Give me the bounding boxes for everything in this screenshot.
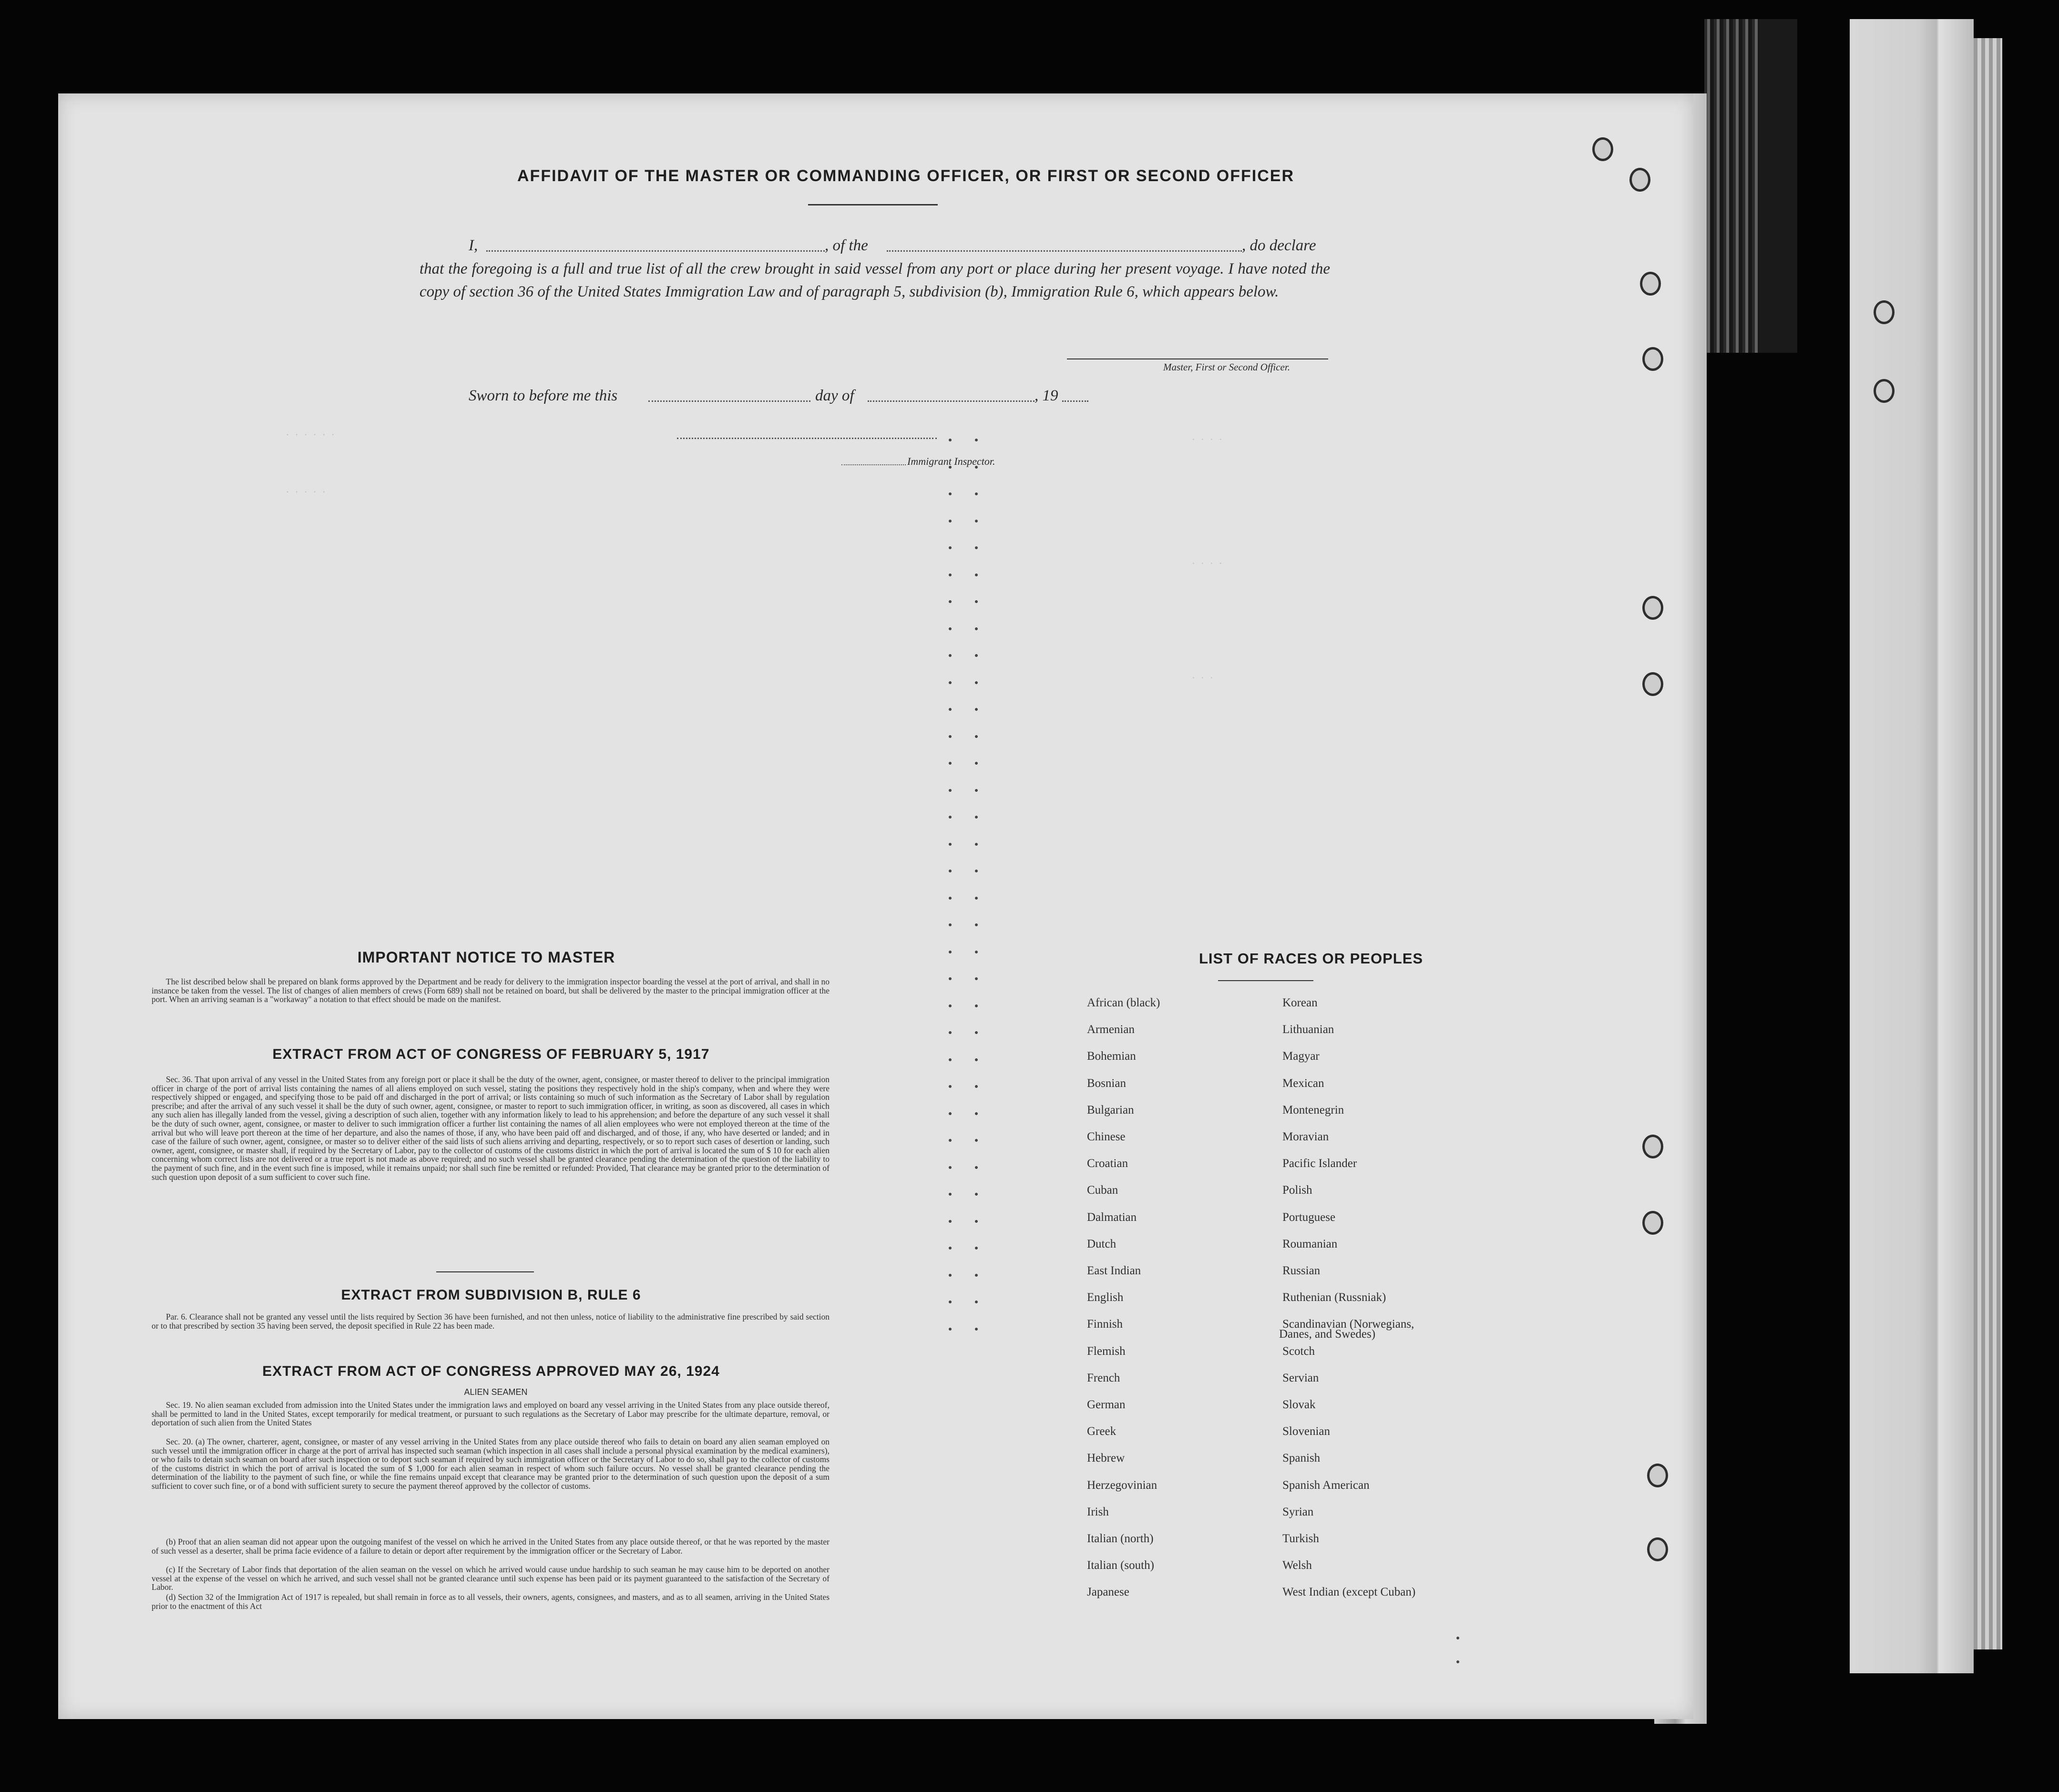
- race-item: Korean: [1282, 996, 1318, 1009]
- punch-hole-icon: [1629, 168, 1650, 192]
- race-item: Scotch: [1282, 1344, 1315, 1358]
- affidavit-i-label: I,: [469, 237, 478, 254]
- race-item: Dutch: [1087, 1237, 1117, 1250]
- punch-hole-icon: [1647, 1537, 1668, 1561]
- film-speck: [975, 1166, 978, 1169]
- film-speck: [975, 789, 978, 792]
- film-speck: [975, 1220, 978, 1223]
- act1924-subtitle: ALIEN SEAMEN: [464, 1387, 528, 1397]
- punch-hole-icon: [1874, 379, 1895, 403]
- inspector-signature-line: [677, 438, 937, 439]
- film-speck: [949, 843, 952, 846]
- film-speck: [949, 923, 952, 926]
- affidavit-of-the-label: , of the: [825, 237, 868, 254]
- film-speck: [975, 951, 978, 953]
- race-item: Polish: [1282, 1184, 1312, 1197]
- punch-hole-icon: [1592, 137, 1613, 161]
- affidavit-declare-label: , do declare: [1242, 237, 1316, 254]
- race-item: Croatian: [1087, 1157, 1128, 1170]
- race-item: Roumanian: [1282, 1237, 1338, 1250]
- film-speck: [949, 977, 952, 980]
- race-item: Herzegovinian: [1087, 1478, 1158, 1492]
- race-item: Finnish: [1087, 1318, 1123, 1331]
- punch-hole-icon: [1874, 300, 1895, 324]
- film-speck: [975, 816, 978, 819]
- film-speck: [949, 1112, 952, 1115]
- film-speck: [975, 654, 978, 657]
- race-item: Irish: [1087, 1505, 1109, 1518]
- race-item: Moravian: [1282, 1130, 1329, 1143]
- film-speck: [975, 762, 978, 765]
- race-item: Servian: [1282, 1371, 1319, 1384]
- race-item: Armenian: [1087, 1023, 1135, 1036]
- race-item: English: [1087, 1291, 1124, 1304]
- race-item: West Indian (except Cuban): [1282, 1586, 1416, 1599]
- race-item: French: [1087, 1371, 1120, 1384]
- film-speck: [949, 789, 952, 792]
- punch-hole-icon: [1642, 672, 1663, 696]
- race-item: Mexican: [1282, 1076, 1324, 1090]
- film-speck: [949, 1220, 952, 1223]
- punch-hole-icon: [1647, 1464, 1668, 1487]
- film-speck: [975, 439, 978, 441]
- race-item: Hebrew: [1087, 1452, 1125, 1465]
- film-speck: [975, 735, 978, 738]
- race-item: Pacific Islander: [1282, 1157, 1357, 1170]
- race-item: Greek: [1087, 1425, 1117, 1438]
- film-speck: [949, 654, 952, 657]
- film-speck: [975, 870, 978, 872]
- signature-line: [1067, 358, 1328, 359]
- film-speck: [949, 1328, 952, 1331]
- race-item: Flemish: [1087, 1344, 1126, 1358]
- film-speck: [949, 1058, 952, 1061]
- film-edge-dark: [1759, 19, 1797, 353]
- film-speck: [975, 681, 978, 684]
- film-speck: [975, 1139, 978, 1142]
- film-speck: [949, 816, 952, 819]
- film-edge: [1704, 19, 1762, 353]
- act1924-sec20c: (c) If the Secretary of Labor finds that deportation of the alien seaman on the vessel on which he arrived would cause undue hardship to such seaman he may cause him to be deported on another vessel at the expense of the vessel on which he arrived, and such vessel shall not be granted clearance until such expense has been paid or its payment guaranteed to the satisfaction of the Secretary of Labor.: [152, 1565, 830, 1592]
- film-speck: [975, 1328, 978, 1331]
- inspector-label: Immigrant Inspector.: [907, 455, 995, 467]
- race-item: Russian: [1282, 1264, 1321, 1277]
- film-speck: [975, 1004, 978, 1007]
- race-item: East Indian: [1087, 1264, 1141, 1277]
- film-speck: [975, 600, 978, 603]
- rule6-text: Par. 6. Clearance shall not be granted any vessel until the lists required by Section 36 have been furnished, and not then unless, notice of liability to the administrative fine prescribed by said section or to that prescribed by section 35 having been served, the deposit specified in Rule 22 has been made.: [152, 1312, 830, 1331]
- film-speck: [949, 492, 952, 495]
- film-speck: [949, 1166, 952, 1169]
- punch-hole-icon: [1642, 1135, 1663, 1158]
- film-speck: [975, 1031, 978, 1034]
- race-item: Ruthenian (Russniak): [1282, 1291, 1386, 1304]
- sworn-day-of-label: day of: [815, 387, 854, 404]
- race-item: Magyar: [1282, 1050, 1320, 1063]
- act1924-title: EXTRACT FROM ACT OF CONGRESS APPROVED MAY 26, 1924: [262, 1363, 720, 1379]
- race-item: Lithuanian: [1282, 1023, 1334, 1036]
- punch-hole-icon: [1642, 1211, 1663, 1235]
- film-speck: [949, 1085, 952, 1088]
- race-item: African (black): [1087, 996, 1160, 1009]
- punch-hole-icon: [1642, 347, 1663, 371]
- film-speck: [975, 923, 978, 926]
- race-item: Italian (south): [1087, 1559, 1154, 1572]
- film-speck: [949, 870, 952, 872]
- race-item: Scandinavian (Norwegians,: [1282, 1318, 1414, 1331]
- film-speck: [975, 573, 978, 576]
- sworn-label: Sworn to before me this: [469, 387, 618, 404]
- race-item: Portuguese: [1282, 1210, 1336, 1224]
- film-speck: [975, 1247, 978, 1249]
- races-title: LIST OF RACES OR PEOPLES: [1199, 950, 1424, 967]
- film-speck: [949, 1274, 952, 1277]
- sworn-month-blank: [868, 400, 1035, 402]
- race-item: Slovenian: [1282, 1425, 1330, 1438]
- section-rule: [436, 1271, 534, 1272]
- race-item: Spanish American: [1282, 1478, 1370, 1492]
- film-speck: [975, 897, 978, 900]
- film-speck: [975, 1193, 978, 1196]
- race-scandinavian-continued: Danes, and Swedes): [1279, 1328, 1376, 1341]
- film-speck: [1456, 1637, 1459, 1639]
- film-speck: [949, 627, 952, 630]
- act1924-sec20a: Sec. 20. (a) The owner, charterer, agent, consignee, or master of any vessel arriving in the United States from any place outside thereof who fails to detain on board any alien seaman employed on such vessel until the immigration officer in charge at the port of arrival has inspected such seaman (which inspection in all cases shall include a personal physical examination by the medical examiners), or who fails to detain such seaman on board after such inspection or to deport such seaman if required by such immigration officer or the Secretary of Labor to do so, shall pay to the collector of customs of the customs district in which the port of arrival is located the sum of $ 1,000 for each alien seaman in respect of whom such failure occurs. No vessel shall be granted clearance pending the determination of the liability to the payment of such fine, or while the fine remains unpaid except that clearance may be granted prior to the determination of such question upon the deposit of a sum sufficient to cover such fine, or of a bond with sufficient surety to secure the payment thereof approved by the collector of customs.: [152, 1437, 830, 1491]
- film-speck: [949, 1139, 952, 1142]
- race-item: Bulgarian: [1087, 1103, 1134, 1116]
- race-item: Japanese: [1087, 1586, 1129, 1599]
- film-speck: [975, 1085, 978, 1088]
- film-speck: [949, 897, 952, 900]
- race-item: Bosnian: [1087, 1076, 1126, 1090]
- film-speck: [975, 520, 978, 522]
- race-item: Montenegrin: [1282, 1103, 1344, 1116]
- film-speck: [975, 627, 978, 630]
- rule6-title: EXTRACT FROM SUBDIVISION B, RULE 6: [341, 1287, 641, 1303]
- film-speck: [949, 1247, 952, 1249]
- sworn-year-label: , 19: [1035, 387, 1058, 404]
- race-item: Syrian: [1282, 1505, 1314, 1518]
- act1924-sec19: Sec. 19. No alien seaman excluded from admission into the United States under the immigration laws and employed on board any vessel arriving in the United States from any place outside thereof, shall be permitted to land in the United States, except temporarily for medical treatment, or pursuant to such regulations as the Secretary of Labor may prescribe for the ultimate departure, removal, or deportation of such alien from the United States: [152, 1400, 830, 1428]
- film-speck: [949, 762, 952, 765]
- film-speck: [949, 546, 952, 549]
- act1924-sec20b: (b) Proof that an alien seaman did not appear upon the outgoing manifest of the vessel on which he arrived in the United States from any place outside thereof, or that he was reported by the master of such vessel as a deserter, shall be prima facie evidence of a failure to detain or deport after requirement by the immigration officer or the Secretary of Labor.: [152, 1537, 830, 1556]
- underlying-page-edge: [1974, 38, 2002, 1649]
- film-speck: [975, 708, 978, 711]
- film-speck: [949, 439, 952, 441]
- punch-hole-icon: [1642, 596, 1663, 620]
- film-speck: [949, 1300, 952, 1303]
- film-speck: [949, 600, 952, 603]
- inspector-dotted-lead: [841, 464, 906, 465]
- race-item: Chinese: [1087, 1130, 1126, 1143]
- film-speck: [975, 546, 978, 549]
- vessel-blank: [887, 250, 1242, 252]
- film-speck: [975, 1112, 978, 1115]
- act1924-sec20d: (d) Section 32 of the Immigration Act of 1917 is repealed, but shall remain in force as to all vessels, their owners, agents, consignees, and masters, and as to all seamen, arriving in the United States prior to the enactment of this Act: [152, 1592, 830, 1611]
- race-item: Spanish: [1282, 1452, 1321, 1465]
- sworn-day-blank: [648, 400, 810, 402]
- film-speck: [949, 735, 952, 738]
- race-item: Turkish: [1282, 1532, 1319, 1545]
- name-blank: [486, 250, 825, 252]
- race-item: Bohemian: [1087, 1050, 1136, 1063]
- race-item: Welsh: [1282, 1559, 1312, 1572]
- film-speck: [949, 951, 952, 953]
- film-speck: [975, 843, 978, 846]
- film-speck: [975, 1300, 978, 1303]
- film-speck: [949, 708, 952, 711]
- affidavit-title: AFFIDAVIT OF THE MASTER OR COMMANDING OFFICER, OR FIRST OR SECOND OFFICER: [517, 167, 1294, 185]
- notice-text: The list described below shall be prepared on blank forms approved by the Department and be ready for delivery to the immigration inspector boarding the vessel at the port of arrival, and shall in no instance be taken from the vessel. The list of changes of alien members of crews (Form 689) shall not be retained on board, but shall be delivered by the master to the principal immigration officer at the port. When an arriving seaman is a "workaway" a notation to that effect should be made on the manifest.: [152, 977, 830, 1004]
- punch-hole-icon: [1640, 272, 1661, 296]
- race-item: German: [1087, 1398, 1126, 1411]
- title-rule: [808, 204, 938, 205]
- signature-label: Master, First or Second Officer.: [1163, 361, 1290, 373]
- film-speck: [975, 977, 978, 980]
- race-item: Italian (north): [1087, 1532, 1154, 1545]
- sworn-year-blank: [1062, 400, 1088, 402]
- film-speck: [949, 681, 952, 684]
- race-item: Cuban: [1087, 1184, 1118, 1197]
- notice-title: IMPORTANT NOTICE TO MASTER: [357, 949, 615, 966]
- film-speck: [975, 1058, 978, 1061]
- race-item: Dalmatian: [1087, 1210, 1137, 1224]
- film-speck: [975, 1274, 978, 1277]
- film-speck: [1456, 1660, 1459, 1663]
- film-speck: [949, 1193, 952, 1196]
- act1917-title: EXTRACT FROM ACT OF CONGRESS OF FEBRUARY 5, 1917: [272, 1046, 710, 1062]
- film-speck: [949, 573, 952, 576]
- races-title-rule: [1218, 980, 1313, 981]
- underlying-page: [1850, 19, 1974, 1673]
- affidavit-body: that the foregoing is a full and true list of all the crew brought in said vessel from any port or place during her present voyage. I have noted the copy of section 36 of the United States Immigration Law and of paragraph 5, subdivision (b), Immigration Rule 6, which appears below.: [420, 260, 1330, 300]
- film-speck: [949, 1004, 952, 1007]
- film-speck: [949, 1031, 952, 1034]
- act1917-text: Sec. 36. That upon arrival of any vessel in the United States from any foreign port or place it shall be the duty of the owner, agent, consignee, or master thereof to deliver to the principal immigration officer in charge of the port of arrival lists containing the names of all aliens employed on such vessel, stating the positions they respectively hold in the ship's company, when and where they were respectively shipped or engaged, and specifying those to be paid off and discharged in the port of arrival; or lists containing so much of such information as the Secretary of Labor shall by regulation prescribe; and after the arrival of any such vessel it shall be the duty of such owner, agent, consignee, or master to report to such immigration officer, in writing, as soon as discovered, all cases in which any such alien has illegally landed from the vessel, giving a description of such alien, together with any information likely to lead to his apprehension; and before the departure of any such vessel it shall be the duty of such owner, agent, consignee, or master to deliver to such immigration officer a further list containing the names of all alien employees who were not employed thereon at the time of the arrival but who will leave port thereon at the time of her departure, and also the names of those, if any, who have been paid off and discharged, and of those, if any, who have deserted or landed; and in case of the failure of such owner, agent, consignee, or master so to deliver either of the said lists of such aliens arriving and departing, respectively, or so to report such cases of desertion or landing, such owner, agent, consignee, or master shall, if required by the Secretary of Labor, pay to the collector of customs of the customs district in which the port of arrival is located the sum of $ 10 for each alien concerning whom correct lists are not delivered or a true report is not made as above required; and no such vessel shall be granted clearance pending the determination of the question of the liability to the payment of such fine, and in the event such fine is imposed, while it remains unpaid; nor shall such fine be remitted or refunded: Provided, That clearance may be granted prior to the determination of such question upon deposit of a sum sufficient to cover such fine.: [152, 1075, 830, 1182]
- race-item: Slovak: [1282, 1398, 1316, 1411]
- film-speck: [949, 520, 952, 522]
- film-speck: [975, 492, 978, 495]
